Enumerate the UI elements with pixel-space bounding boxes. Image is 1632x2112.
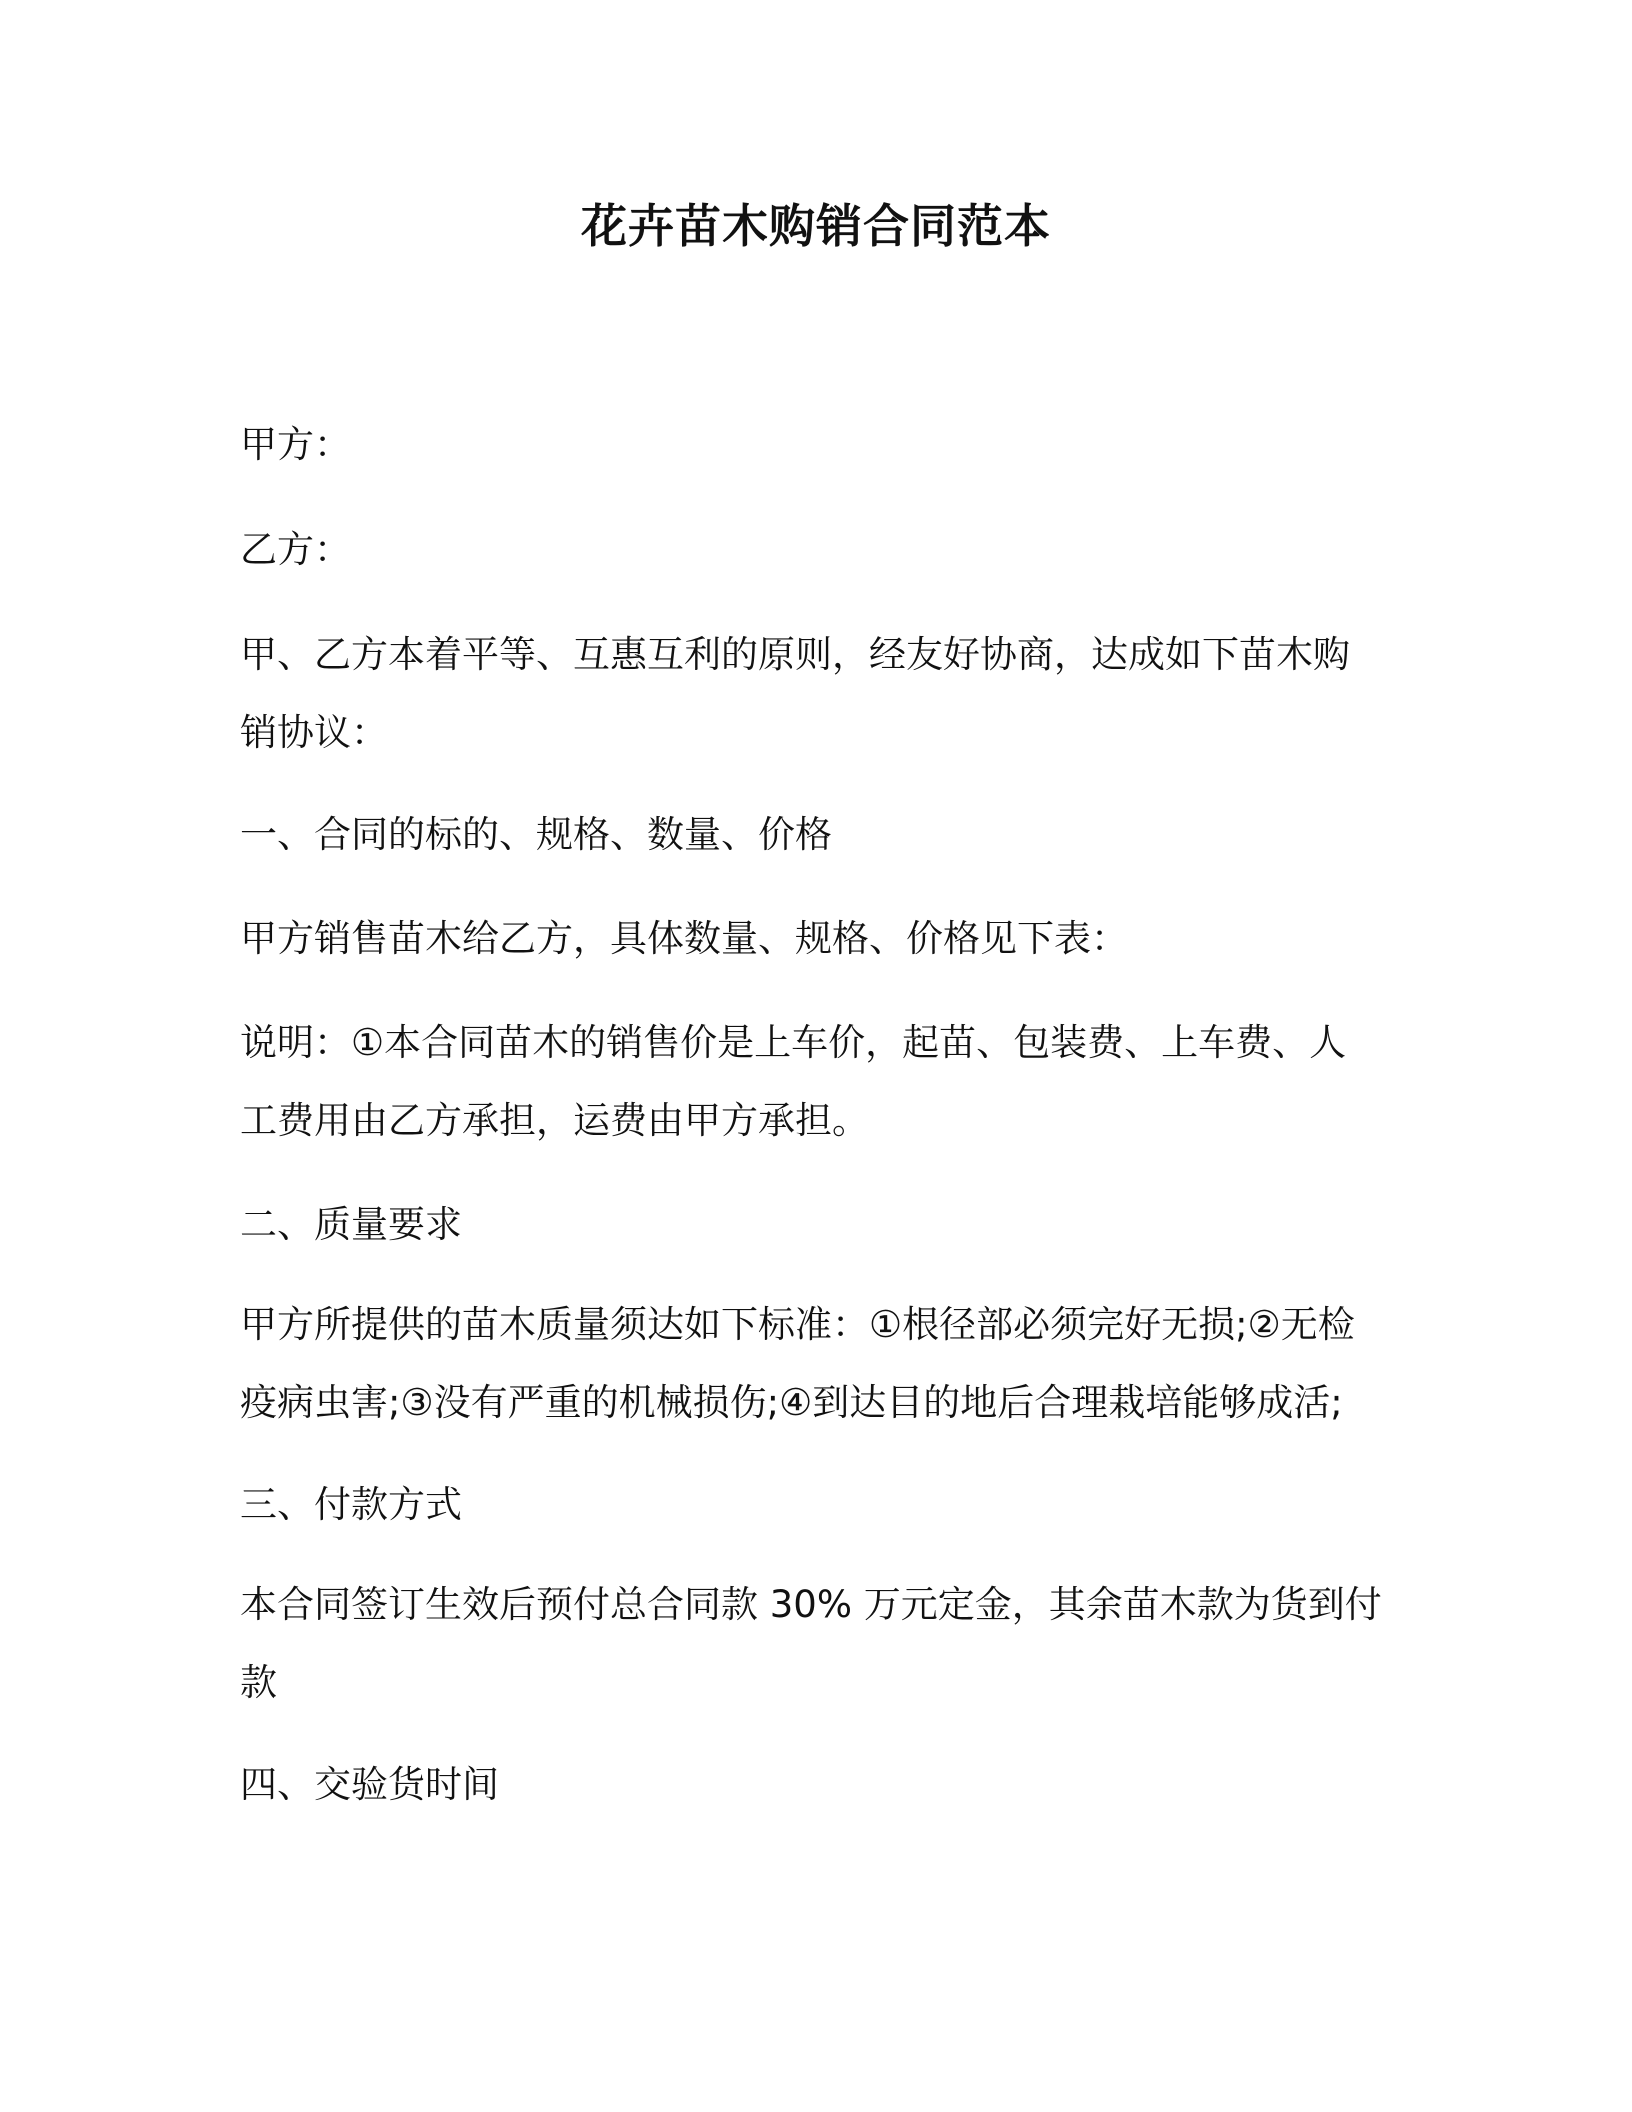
section-4-heading: 四、交验货时间 xyxy=(240,1763,499,1806)
section-1-heading: 一、合同的标的、规格、数量、价格 xyxy=(240,813,832,856)
party-b-label: 乙方： xyxy=(240,528,351,571)
note-paragraph xyxy=(240,1004,1380,1160)
note-line-1: 说明：①本合同苗木的销售价是上车价，起苗、包装费、上车费、人 xyxy=(240,1021,1347,1064)
section-1-text: 甲方销售苗木给乙方，具体数量、规格、价格见下表： xyxy=(240,917,1128,960)
intro-paragraph xyxy=(240,616,1380,772)
section-3-heading: 三、付款方式 xyxy=(240,1483,462,1526)
section-3-paragraph xyxy=(240,1566,1380,1722)
section-2-paragraph xyxy=(240,1286,1380,1442)
section-2-line-2: 疫病虫害;③没有严重的机械损伤;④到达目的地后合理栽培能够成活; xyxy=(240,1381,1343,1424)
section-3-line-1: 本合同签订生效后预付总合同款 30% 万元定金，其余苗木款为货到付 xyxy=(240,1583,1382,1626)
section-3-line-2: 款 xyxy=(240,1661,277,1704)
intro-line-1: 甲、乙方本着平等、互惠互利的原则，经友好协商，达成如下苗木购 xyxy=(240,633,1350,676)
note-line-2: 工费用由乙方承担，运费由甲方承担。 xyxy=(240,1099,869,1142)
party-a-label: 甲方： xyxy=(240,423,351,466)
intro-line-2: 销协议： xyxy=(240,711,388,754)
section-2-heading: 二、质量要求 xyxy=(240,1203,462,1246)
section-2-line-1: 甲方所提供的苗木质量须达如下标准：①根径部必须完好无损;②无检 xyxy=(240,1303,1355,1346)
document-title: 花卉苗木购销合同范本 xyxy=(581,199,1051,253)
